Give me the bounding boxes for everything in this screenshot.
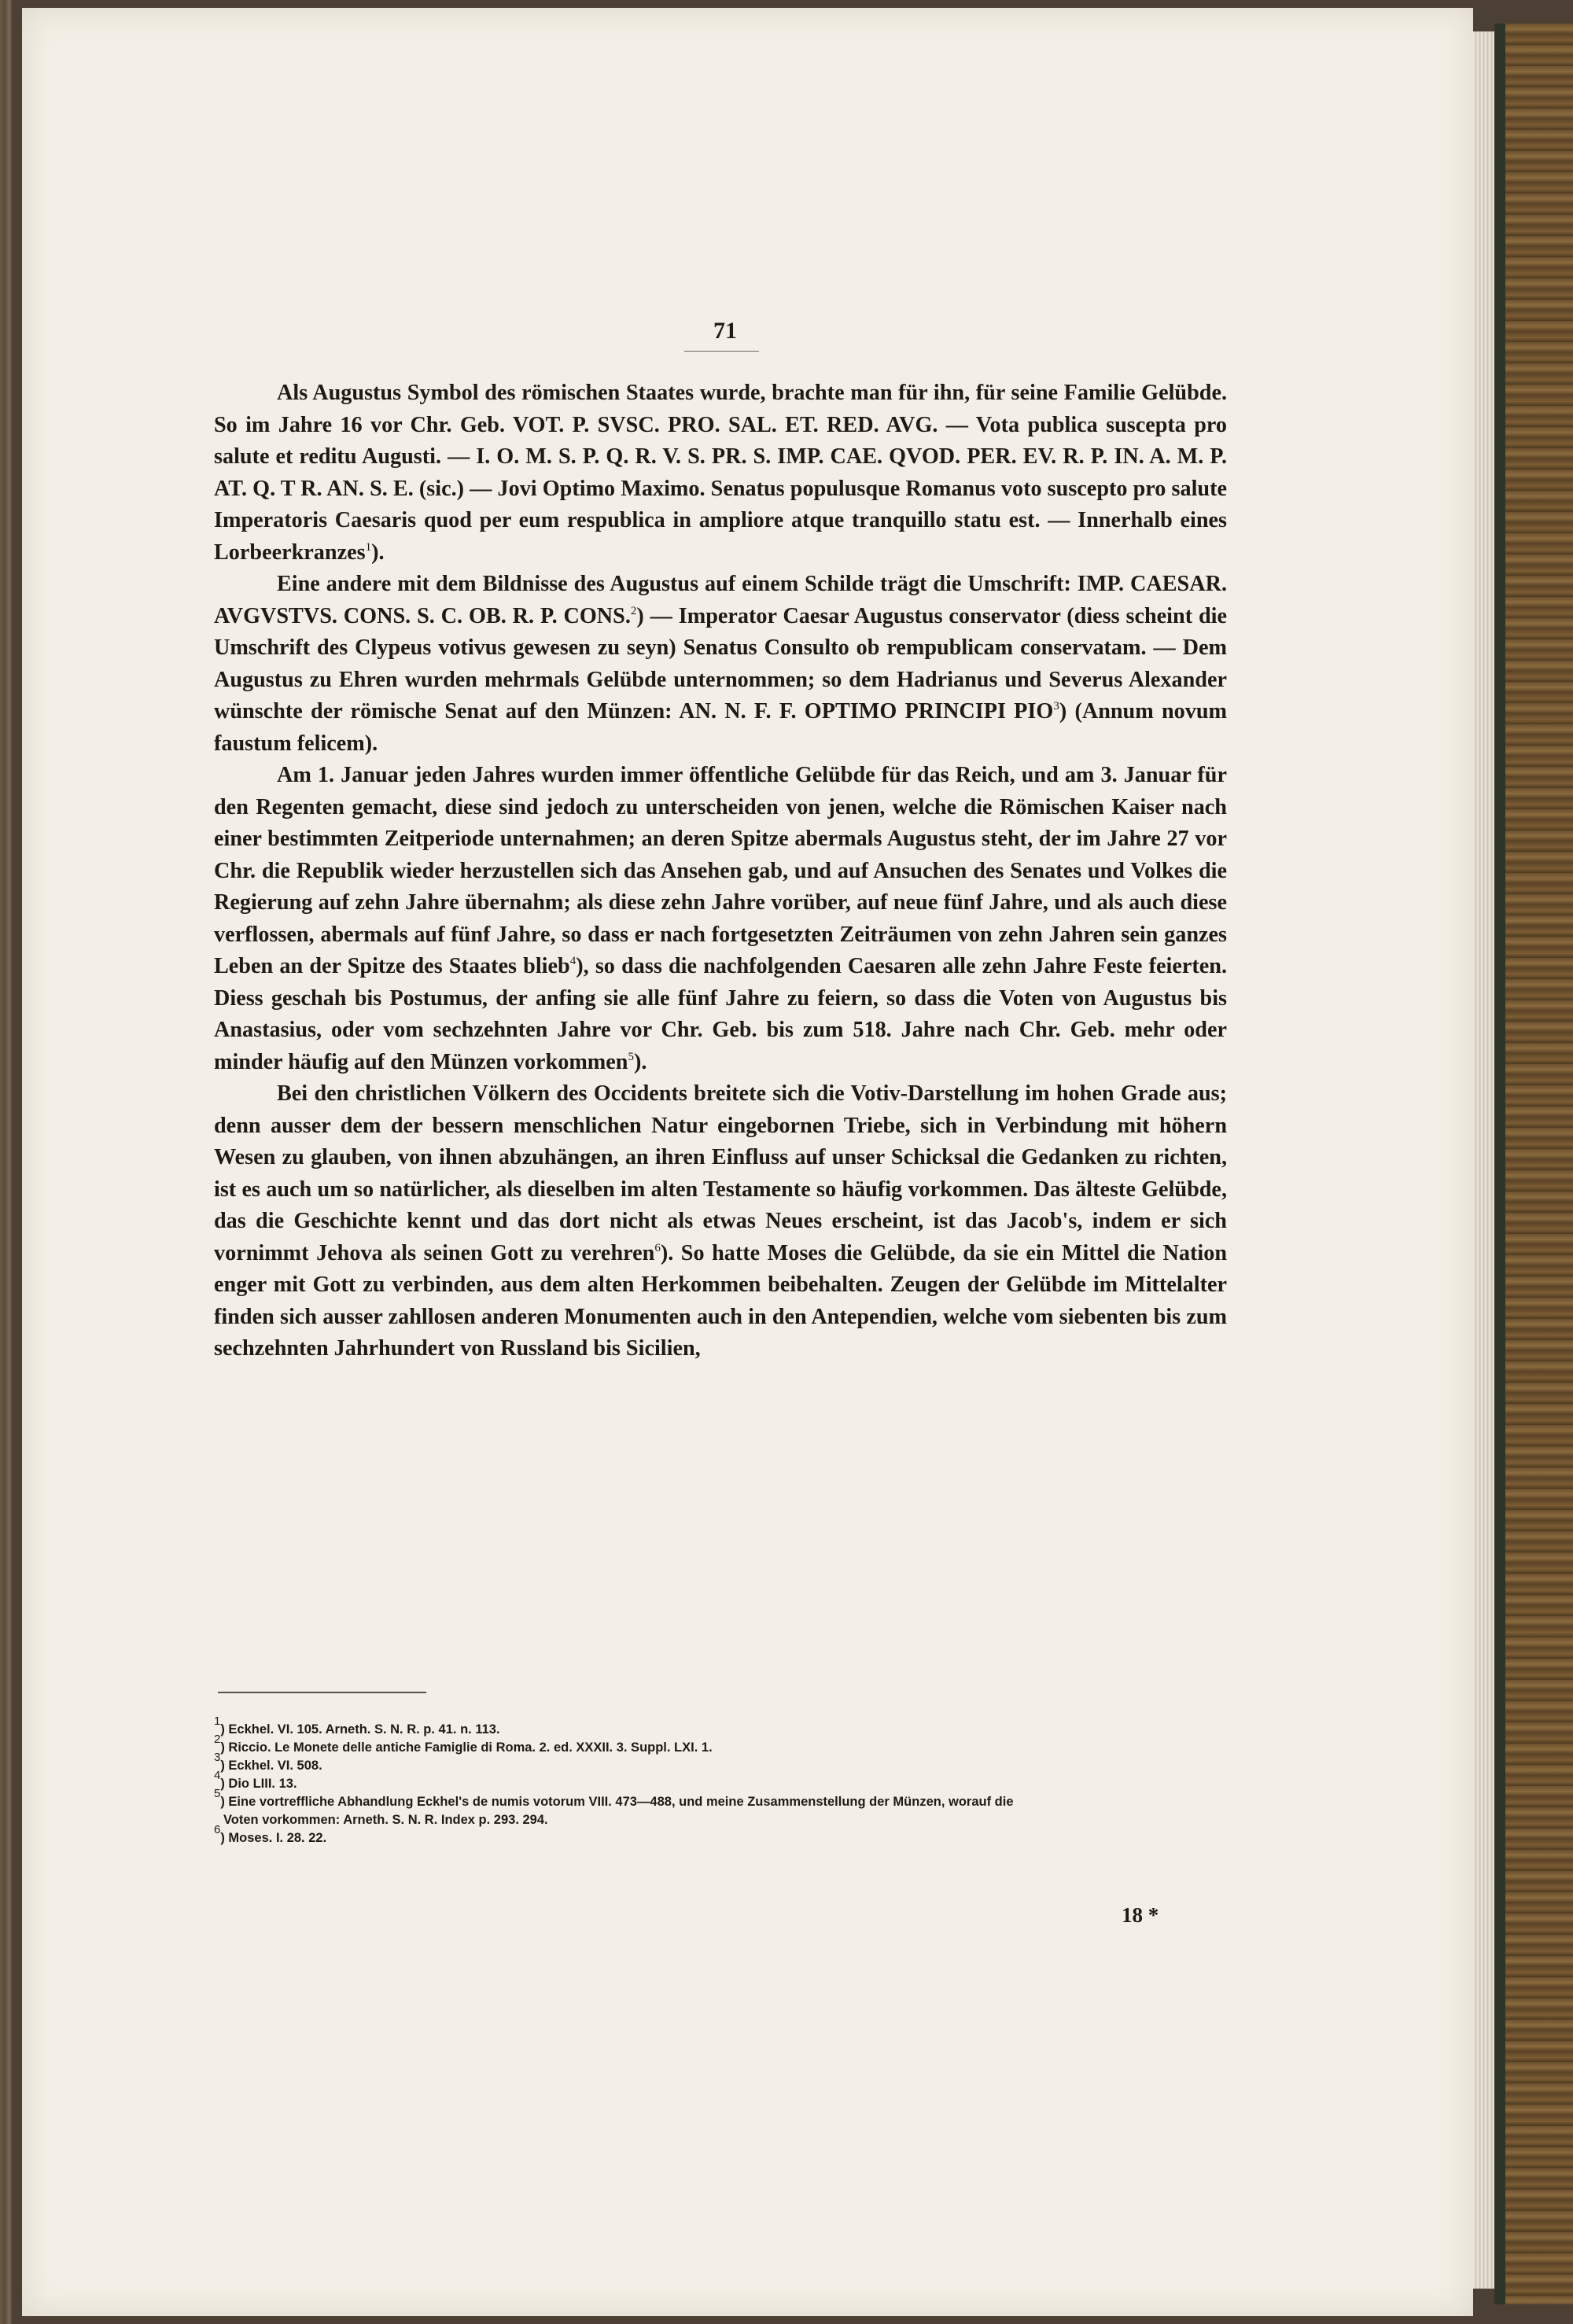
body-text [214, 378, 1227, 1365]
footnote-3 [214, 1751, 1238, 1775]
page-number-rule [684, 351, 759, 352]
book-spine [1494, 24, 1505, 2304]
signature-mark: 18 * [1122, 1903, 1159, 1927]
book-cover-edge [1494, 24, 1573, 2304]
footnote-mark: 2 [214, 1733, 221, 1746]
footnote-text: ) Riccio. Le Monete delle antiche Famiglie di Roma. 2. ed. XXXII. 3. Suppl. LXI. 1. [220, 1740, 713, 1755]
paragraph-3-text-c: ). [633, 1049, 647, 1074]
footnote-ref-5: 5 [628, 1050, 634, 1063]
footnote-separator [218, 1692, 426, 1693]
footnote-mark: 4 [214, 1769, 221, 1782]
page-edges [1473, 31, 1494, 2289]
paragraph-3-text-b: ), so dass die nachfolgenden Caesaren alle zehn Jahre Feste feierten. Diess geschah bis Postumus, der anfing sie alle fünf Jahre zu feiern, so dass die Voten von Augustus bis Anastasius, oder vom sechzehnten Jahre vor Chr. Geb. bis zum 518. Jahre nach Chr. Geb. mehr oder minder häufig auf den Münzen vorkommen [214, 954, 1227, 1074]
paragraph-2-text-b: ) — Imperator Caesar Augustus conservator (diess scheint die Umschrift des Clypeus votivus gewesen zu seyn) Senatus Consulto ob rempublicam conservatam. — Dem Augustus zu Ehren wurden mehrmals Gelübde unternommen; so dem Hadrianus und Severus Alexander wünschte der römische Senat auf den Münzen: AN. N. F. F. OPTIMO PRINCIPI PIO [214, 603, 1227, 724]
footnote-mark: 3 [214, 1751, 221, 1764]
footnotes [214, 1714, 1238, 1847]
footnote-text: ) Eine vortreffliche Abhandlung Eckhel's de numis votorum VIII. 473—488, und meine Zusammenstellung der Münzen, worauf die [220, 1795, 1014, 1809]
footnote-text: ) Eckhel. VI. 105. Arneth. S. N. R. p. 41. n. 113. [220, 1722, 500, 1737]
footnote-4 [214, 1769, 1238, 1793]
footnote-mark: 5 [214, 1787, 221, 1800]
footnote-6 [214, 1823, 1238, 1847]
paragraph-4-text-b: ). So hatte Moses die Gelübde, da sie ein Mittel die Nation enger mit Gott zu verbinden, aus dem alten Herkommen beibehalten. Zeugen der Gelübde im Mittelalter finden sich ausser zahllosen anderen Monumenten auch in den Antependien, welche vom siebenten bis zum sechzehnten Jahrhundert von Russland bis Sicilien, [214, 1240, 1227, 1361]
footnote-1 [214, 1714, 1238, 1739]
footnote-continuation: Voten vorkommen: Arneth. S. N. R. Index p. 293. 294. [223, 1813, 548, 1827]
paragraph-4 [214, 1078, 1227, 1365]
paragraph-2 [214, 569, 1227, 760]
footnote-text: ) Dio LIII. 13. [220, 1777, 297, 1791]
footnote-text: ) Moses. I. 28. 22. [220, 1831, 327, 1845]
footnote-ref-6: 6 [654, 1241, 661, 1254]
paragraph-3-text-a: Am 1. Januar jeden Jahres wurden immer öffentliche Gelübde für das Reich, und am 3. Januar für den Regenten gemacht, diese sind jedoch zu unterscheiden von jenen, welche die Römischen Kaiser nach einer bestimmten Zeitperiode unternahmen; an deren Spitze abermals Augustus steht, der im Jahre 27 vor Chr. die Republik wieder herzustellen sich das Ansehen gab, und auf Ansuchen des Senates und Volkes die Regierung auf zehn Jahre übernahm; als diese zehn Jahre vorüber, auf neue fünf Jahre, und als auch diese verflossen, abermals auf fünf Jahre, so dass er nach fortgesetzten Zeiträumen von zehn Jahren sein ganzes Leben an der Spitze des Staates blieb [214, 763, 1227, 978]
page-number: 71 [713, 318, 737, 344]
paragraph-3 [214, 760, 1227, 1078]
paragraph-1-text: Als Augustus Symbol des römischen Staates wurde, brachte man für ihn, für seine Familie Gelübde. So im Jahre 16 vor Chr. Geb. VOT. P. SVSC. PRO. SAL. ET. RED. AVG. — Vota publica suscepta pro salute et reditu Augusti. — I. O. M. S. P. Q. R. V. S. PR. S. IMP. CAE. QVOD. PER. EV. R. P. IN. A. M. P. AT. Q. T R. AN. S. E. (sic.) — Jovi Optimo Maximo. Senatus populusque Romanus voto suscepto pro salute Imperatoris Caesaris quod per eum respublica in ampliore atque tranquillo statu est. — Innerhalb eines Lorbeerkranzes [214, 381, 1227, 565]
footnote-ref-3: 3 [1053, 700, 1059, 713]
footnote-5 [214, 1787, 1238, 1829]
paragraph-2-text-c: ) (Annum novum faustum felicem). [214, 699, 1228, 756]
footnote-mark: 6 [214, 1823, 221, 1836]
paragraph-2-text-a: Eine andere mit dem Bildnisse des Augustus auf einem Schilde trägt die Umschrift: IMP. CAESAR. AVGVSTVS. CONS. S. C. OB. R. P. CONS. [214, 572, 1227, 628]
footnote-ref-4: 4 [569, 955, 577, 967]
footnote-2 [214, 1733, 1238, 1757]
paragraph-4-text-a: Bei den christlichen Völkern des Occidents breitete sich die Votiv-Darstellung im hohen Grade aus; denn ausser dem der bessern menschlichen Natur eingebornen Triebe, sich in Verbindung mit höhern Wesen zu glauben, von ihnen abzuhängen, an ihren Einfluss auf unser Schicksal die Gedanken zu richten, ist es auch um so natürlicher, als dieselben im alten Testamente so häufig vorkommen. Das älteste Gelübde, das die Geschichte kennt und das dort nicht als etwas Neues erscheint, ist das Jacob's, indem er sich vornimmt Jehova als seinen Gott zu verehren [214, 1081, 1227, 1265]
paragraph-1 [214, 378, 1227, 569]
footnote-ref-2: 2 [630, 604, 637, 617]
footnote-text: ) Eckhel. VI. 508. [220, 1759, 322, 1773]
paragraph-1-end: ). [371, 540, 385, 565]
footnote-ref-1: 1 [365, 540, 372, 554]
footnote-mark: 1 [214, 1714, 221, 1728]
